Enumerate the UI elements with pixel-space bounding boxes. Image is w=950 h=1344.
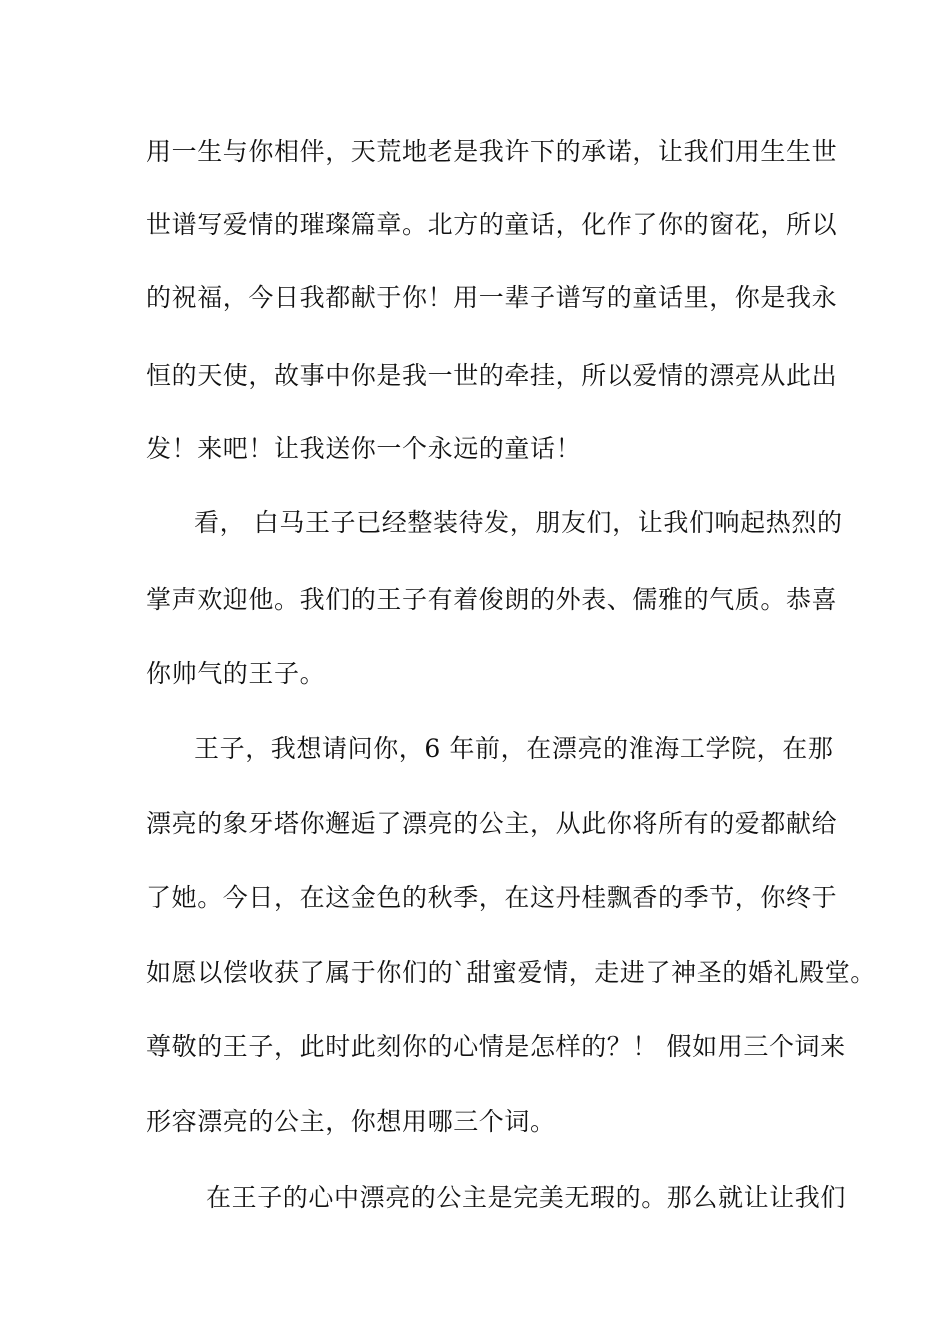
text-line: 了她。今日，在这金色的秋季，在这丹桂飘香的季节，你终于 <box>146 883 838 912</box>
text-line: 发！来吧！让我送你一个永远的童话！ <box>146 434 582 463</box>
text-line: 恒的天使，故事中你是我一世的牵挂，所以爱情的漂亮从此出 <box>146 361 838 390</box>
text-line: 如愿以偿收获了属于你们的`甜蜜爱情，走进了神圣的婚礼殿堂。 <box>146 958 876 987</box>
text-line: 形容漂亮的公主，你想用哪三个词。 <box>146 1107 556 1136</box>
paragraph-start-line: 看， 白马王子已经整装待发，朋友们，让我们响起热烈的 <box>194 508 843 537</box>
text-line: 世谱写爱情的璀璨篇章。北方的童话，化作了你的窗花，所以 <box>146 210 838 239</box>
paragraph-start-line: 王子，我想请问你，6 年前，在漂亮的淮海工学院，在那 <box>194 734 834 763</box>
text-line: 漂亮的象牙塔你邂逅了漂亮的公主，从此你将所有的爱都献给 <box>146 809 838 838</box>
text-line: 的祝福，今日我都献于你！用一辈子谱写的童话里，你是我永 <box>146 283 838 312</box>
text-line: 尊敬的王子，此时此刻你的心情是怎样的？！ 假如用三个词来 <box>146 1032 846 1061</box>
text-line: 你帅气的王子。 <box>146 659 326 688</box>
text-line: 用一生与你相伴，天荒地老是我许下的承诺，让我们用生生世 <box>146 137 838 166</box>
paragraph-start-line: 在王子的心中漂亮的公主是完美无瑕的。那么就让让我们 <box>206 1183 847 1212</box>
text-line: 掌声欢迎他。我们的王子有着俊朗的外表、儒雅的气质。恭喜 <box>146 585 838 614</box>
